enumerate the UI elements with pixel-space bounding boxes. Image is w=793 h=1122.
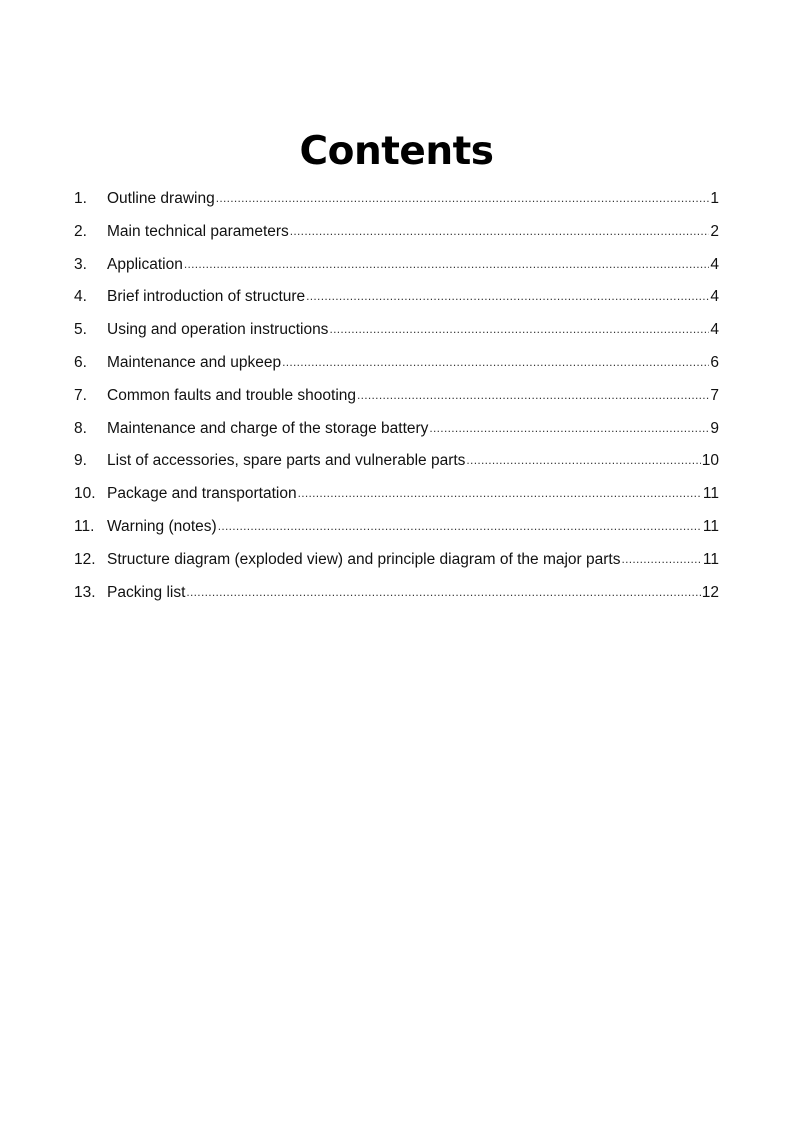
toc-entry[interactable] [74,577,719,610]
toc-entry-title: Brief introduction of structure [107,288,306,306]
toc-entry-number: 11. [74,517,95,535]
toc-entry-number: 1. [74,190,87,207]
toc-dot-leader [186,576,700,609]
toc-entry-title: Outline drawing [107,190,215,207]
toc-entry-title: Maintenance and charge of the storage battery [107,419,429,437]
toc-dot-leader [298,477,702,510]
toc-dot-leader [429,412,709,445]
toc-entry-number: 4. [74,288,87,306]
toc-entry-number: 5. [74,321,87,339]
toc-entry[interactable] [74,511,719,544]
toc-entry-page: 9 [710,419,719,437]
toc-entry-number: 9. [74,452,87,470]
toc-dot-leader [290,215,710,248]
toc-entry[interactable] [74,281,719,314]
toc-entry-page: 2 [710,222,719,240]
toc-entry-page: 10 [701,452,719,470]
toc-entry-number: 2. [74,222,87,240]
toc-entry-number: 10. [74,485,96,503]
toc-dot-leader [218,510,702,543]
toc-entry-number: 13. [74,583,96,601]
toc-entry-page: 11 [702,550,719,568]
toc-entry-title: Application [107,255,183,273]
toc-entry-page: 1 [710,190,719,207]
toc-entry[interactable] [74,347,719,380]
toc-entry-title: Common faults and trouble shooting [107,386,357,404]
toc-entry-page: 6 [710,353,719,371]
toc-entry-title: List of accessories, spare parts and vulnerable parts [107,452,466,470]
toc-dot-leader [184,248,710,281]
toc-entry-page: 12 [701,583,719,601]
toc-entry-title: Structure diagram (exploded view) and principle diagram of the major parts [107,550,621,568]
toc-entry-title: Maintenance and upkeep [107,353,282,371]
toc-entry-page: 4 [710,321,719,339]
page-title: Contents [299,129,494,175]
toc-entry[interactable] [74,544,719,577]
toc-entry[interactable] [74,314,719,347]
toc-entry-title: Warning (notes) [107,517,217,535]
toc-entry[interactable] [74,445,719,478]
toc-entry[interactable] [74,183,719,216]
toc-entry[interactable] [74,478,719,511]
toc-entry[interactable] [74,413,719,446]
toc-entry-number: 6. [74,353,87,371]
toc-entry-page: 4 [710,255,719,273]
toc-entry[interactable] [74,249,719,282]
toc-entry-title: Using and operation instructions [107,321,329,339]
toc-dot-leader [466,444,700,477]
toc-dot-leader [216,182,710,215]
toc-entry-title: Package and transportation [107,485,297,503]
toc-dot-leader [621,543,701,576]
toc-dot-leader [329,313,709,346]
toc-dot-leader [282,346,709,379]
toc-entry-page: 11 [702,485,719,503]
table-of-contents [74,183,719,609]
toc-entry[interactable] [74,216,719,249]
toc-dot-leader [357,379,709,412]
toc-entry-page: 7 [710,386,719,404]
toc-entry-page: 4 [710,288,719,306]
toc-entry[interactable] [74,380,719,413]
toc-entry-number: 7. [74,386,87,404]
toc-dot-leader [306,280,709,313]
toc-entry-title: Main technical parameters [107,222,289,240]
toc-entry-number: 12. [74,550,96,568]
toc-entry-number: 3. [74,255,87,273]
toc-entry-title: Packing list [107,583,186,601]
toc-entry-number: 8. [74,419,87,437]
toc-entry-page: 11 [702,517,719,535]
